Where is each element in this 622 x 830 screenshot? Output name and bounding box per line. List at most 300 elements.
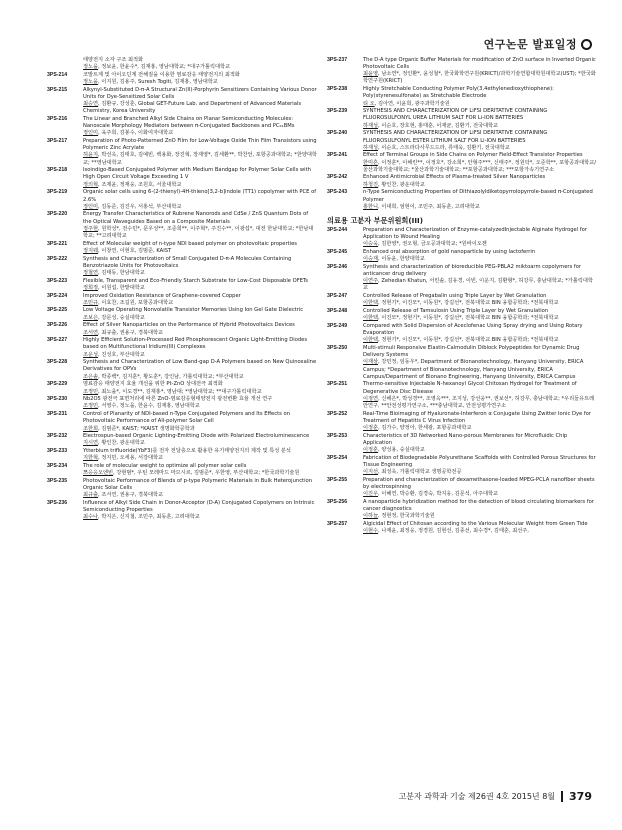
program-entry — [47, 138, 318, 167]
paper-title: Synthesis and Characterization of Small Conjugated D-π-A Molecules Containing Benzotriazole Units for Photovoltaics — [83, 255, 292, 269]
paper-title: The role of molecular weight to optimize all polymer solar cells — [83, 463, 247, 470]
paper-title: Organic solar cells using 6-(2-thienyl)-4H-thieno[3,2-b]indole (TT1) copolymer with PCE of 2.6% — [83, 189, 317, 203]
author-list — [83, 152, 318, 166]
paper-title: Preparation and Characterization of Enzyme-catalyzedInjectable Alginate Hydrogel for Application to Wound Healing — [363, 227, 587, 241]
presenter-name: 쯔응응오엔빈 — [83, 470, 114, 477]
author-list — [83, 470, 318, 477]
entry-body — [83, 189, 318, 210]
presenter-name: 하청진 — [363, 181, 379, 188]
author-list — [83, 270, 318, 277]
program-entry — [47, 359, 318, 380]
program-entry — [327, 308, 596, 322]
session-code: 3PS-226 — [47, 322, 68, 329]
paper-title: Isoindigo-Based Conjugated Polymer with Medium Bandgap for Polymer Solar Cells with High Open Circuit Voltage Exceeding 1 V — [83, 167, 311, 181]
paper-title: Ytterbium trifluoride(YbF3)를 전자 전달층으로 활용한 유기태양전지의 제작 및 특성 분석 — [83, 448, 291, 455]
authors-affiliation: , 김태동, 한남대학교 — [98, 269, 145, 276]
author-list — [83, 315, 318, 322]
program-entry — [327, 86, 596, 107]
presenter-name: 이한택 — [363, 300, 379, 307]
paper-title: Fabrication of Biodegradable Polyurethane Scaffolds with Controlled Porous Structures for Tissue Engineering — [363, 454, 596, 468]
entry-body — [83, 337, 318, 358]
session-code: 3PS-249 — [327, 323, 348, 329]
session-code: 3PS-221 — [47, 240, 68, 247]
program-entry — [327, 323, 596, 344]
session-code: 3PS-251 — [327, 381, 348, 388]
presenter-name: 지시연 — [83, 440, 99, 447]
author-list — [363, 101, 596, 108]
program-entry — [327, 293, 596, 307]
presenter-name: 홍한니 — [363, 203, 379, 210]
session-code: 3PS-233 — [47, 448, 68, 455]
presenter-name: 허윤지 — [83, 152, 99, 159]
authors-affiliation: , 황인찬, 광운대학교 — [98, 440, 145, 447]
author-list — [83, 130, 318, 137]
authors-affiliation: , 정현기*, 이진모*, 이동원*, 강길선*, 전북대학교 BIN 융합공학과; *전북대학교 — [378, 300, 559, 307]
session-code: 3PS-227 — [47, 337, 68, 344]
authors-affiliation: , 이순호, 장호현, 홍태훈, 이재균, 김환기, 전국대학교 — [378, 122, 499, 129]
session-code: 3PS-239 — [327, 108, 348, 115]
author-list — [83, 182, 318, 189]
authors-affiliation: , 조제윤, 정재웅, 조원호, 서울대학교 — [98, 181, 182, 188]
entry-body — [363, 108, 596, 129]
footer-journal: 고분자 과학과 기술 제26권 4호 2015년 8월 — [398, 792, 556, 801]
header-title: 연구논문 발표일정 — [483, 38, 577, 51]
paper-title: Control of Planarity of NDI-based n-Type Conjugated Polymers and Its Effects on Photovoltaic Performance of All-polymer Solar Cell — [83, 411, 290, 425]
entry-body — [83, 87, 318, 116]
session-code: 3PS-244 — [327, 227, 348, 233]
presenter-name: 하재성 — [363, 144, 379, 151]
session-code: 3PS-240 — [327, 130, 348, 137]
paper-title: Influence of Alkyl Side Chain in Donor-Acceptor (D-A) Conjugated Copolymers on Intrinsic Semiconducting Properties — [83, 500, 315, 514]
program-entry — [327, 264, 596, 293]
session-code: 3PS-219 — [47, 189, 68, 196]
session-code: 3PS-237 — [327, 57, 348, 63]
author-list — [363, 241, 596, 248]
authors-affiliation: , 진성호, 부산대학교 — [98, 351, 145, 358]
authors-affiliation: , 김한영*, 권오형, 금오공과대학교; *원바이오젠 — [378, 241, 487, 248]
authors-affiliation: , 이지원, 김용주, Suresh Togiti, 김재홍, 영남대학교 — [98, 79, 218, 86]
authors-affiliation: , 이원섭, 한밭대학교 — [98, 284, 145, 291]
session-code: 3PS-252 — [327, 410, 348, 417]
entry-body — [83, 293, 318, 307]
paper-title: Highly Efficient Solution-Processed Red Phosphorescent Organic Light-Emitting Diodes based on Multifunctional Iridium(III) Complexes — [83, 337, 308, 351]
entry-body — [83, 322, 318, 336]
entry-body — [83, 278, 318, 292]
entry-body — [363, 411, 596, 432]
author-list — [83, 389, 318, 396]
paper-title: Nb2O5 광전극 표면처리에 따른 ZnO-염료감응형태양전지 광전변환 효율 개선 연구 — [83, 396, 273, 403]
authors-affiliation: , 신해은*, 박성경**, 조영옥***, 조지성, 강선웅**, 권보선*, 허강무, 충남대학교; *우리들유트레안연구, **안전성평가연구소, ***충남대학교, 안전성평가연구소 — [363, 395, 595, 409]
page-number: 379 — [569, 790, 592, 803]
authors-affiliation: , 김범준*, KAIST; *KAIST 생명화학공학과 — [98, 425, 195, 432]
entry-body — [363, 345, 596, 381]
program-entry — [47, 381, 318, 395]
entry-body — [363, 152, 596, 173]
presenter-name: 최규출 — [83, 492, 99, 499]
presenter-name: 이승욱 — [363, 241, 379, 248]
session-code: 3PS-242 — [327, 174, 348, 181]
author-list — [83, 285, 318, 292]
authors-affiliation: , 김환규, 강성훈, Global GET-Future Lab. and Department of Advanced Materials Chemistry, Korea University — [83, 101, 302, 115]
session-code: 3PS-229 — [47, 381, 68, 388]
paper-title: Effect of Silver Nanoparticles on the Performance of Hybrid Photovoltaics Devices — [83, 322, 295, 329]
entry-body — [83, 478, 318, 499]
author-list — [83, 403, 318, 410]
presenter-name: 정지웨 — [83, 247, 99, 254]
authors-affiliation: , 박지은, 신지철, 조민주, 최동훈, 고려대학교 — [98, 514, 200, 521]
author-list — [83, 514, 318, 521]
authors-affiliation: , 나재윤, 최정웅, 정경원, 김현선, 김종선, 최수경*, 김태훈, 최선주, — [378, 528, 529, 535]
paper-title: Characteristics of 3D Networked Nano-porous Membranes for Microfluidic Chip Application — [363, 432, 568, 446]
authors-affiliation: , 원학성*, 전수민*, 문우성**, 조준희**, 이주혁*, 주진수**, 이광섭*, 대전 한남대학교; *한남대학교; **고려대학교 — [83, 225, 314, 239]
author-list — [363, 491, 596, 498]
authors-affiliation: , 육주희, 김봉수, 이화여자대학교 — [98, 130, 174, 137]
entry-body — [83, 116, 318, 137]
paper-title: Enhanced Antimicrobial Effects of Plasma-treated Silver Nanoparticles — [363, 174, 546, 181]
program-entry — [47, 116, 318, 137]
session-code — [47, 57, 83, 71]
entry-body — [363, 308, 596, 322]
presenter-name: 이현수 — [363, 528, 379, 535]
session-code: 3PS-217 — [47, 138, 68, 145]
program-entry — [327, 381, 596, 410]
author-list — [363, 315, 596, 322]
authors-affiliation: , Zehedian Khatun, 서린솔, 김유경, 이빈, 이운지, 김환형*, 허강무, 충남대학교; *가톨릭대학교 — [363, 278, 593, 292]
authors-affiliation: , 이동윤, 한양대학교 — [378, 256, 425, 263]
program-entry — [327, 174, 596, 188]
section-title: 의료용 고분자 부문위원회(III) — [327, 215, 423, 225]
program-entry — [327, 477, 596, 498]
session-code: 3PS-250 — [327, 345, 348, 352]
paper-title: The D-A type Organic Buffer Materials for modification of ZnO surface in Inverted Organic Photovoltaic Cells — [363, 57, 596, 71]
program-entry — [47, 189, 318, 210]
presenter-name: 이정연 — [363, 395, 379, 402]
program-entry — [47, 307, 318, 321]
presenter-name: 조정민 — [83, 403, 99, 410]
presenter-name: 최수나 — [83, 514, 99, 521]
paper-title: Synthesis and characterization of bioreducible PEG-PBLA2 miktoarm copolymers for anticancer drug delivery — [363, 263, 582, 278]
program-entry — [327, 521, 596, 535]
entry-body — [83, 448, 318, 462]
authors-affiliation: , 박종백*, 김지훈*, 황도훈*, 강인남, 가톨릭대학교; *부산대학교 — [98, 373, 244, 380]
program-entry — [47, 500, 318, 521]
presenter-name: 정의혁 — [83, 181, 99, 188]
entry-body — [83, 241, 318, 255]
session-code: 3PS-230 — [47, 396, 68, 403]
author-list — [363, 513, 596, 520]
entry-body — [363, 477, 596, 498]
authors-affiliation: , 양성용, 숭실대학교 — [378, 447, 425, 454]
entry-body — [83, 396, 318, 410]
paper-title: Flexible, Transparent and Eco-Friendly Starch Substrate for Low-Cost Disposable OFETs — [83, 277, 308, 284]
authors-affiliation: , 이정훈*, 이해린**, 이정호*, 강소희*, 안형주***, 신태주*, 정원닥*, 오준학**, 포항공과대학교/울산과학기술대학교; *울산과학기술대학교; **포항공과대학교; ***포항가속기연구소 — [363, 159, 596, 173]
authors-affiliation: , 조서연, 권용구, 경북대학교 — [98, 492, 164, 499]
authors-affiliation: , 정현기*, 이진모*, 이동원*, 강길선*, 전북대학교 BIN 융합공학과; *전북대학교 — [378, 337, 559, 344]
entry-body — [363, 249, 596, 263]
entry-body — [83, 72, 318, 86]
authors-affiliation: , 이순호, 스트라다사무드드라, 류태욱, 김환기, 전국대학교 — [378, 144, 510, 151]
page-header — [484, 36, 592, 52]
session-code: 3PS-235 — [47, 477, 68, 484]
author-list — [363, 469, 596, 476]
session-code: 3PS-236 — [47, 500, 68, 507]
author-list — [363, 278, 596, 292]
authors-affiliation: , 이대희, 엄현이, 조민주, 최동훈, 고려대학교 — [378, 203, 480, 210]
presenter-name: 최승연 — [83, 101, 99, 108]
author-list — [83, 204, 318, 211]
presenter-name: 이한택 — [363, 337, 379, 344]
author-list — [83, 330, 318, 337]
session-code: 3PS-228 — [47, 359, 68, 366]
paper-title: A nanoparticle hybridization method for the detection of blood circulating biomarkers for cancer diagnostics — [363, 498, 594, 513]
entry-body — [363, 86, 596, 107]
entry-body — [83, 411, 318, 432]
entry-body — [363, 57, 596, 86]
entry-body — [83, 57, 318, 71]
program-entry — [47, 293, 318, 307]
presenter-name: 한미흔 — [363, 159, 379, 166]
paper-title: Highly Stretchable Conducting Polymer Poly(3,4ethylenedioxythiophene): Poly(styrenesulfonate) as Stretchable Electrode — [363, 86, 554, 100]
session-code: 3PS-225 — [47, 307, 68, 314]
authors-affiliation: , 강현범*, 우틴 모레마드 마므시르, 김범준*, 우한영, 부산대학교; *한국과학기술원 — [113, 470, 300, 477]
authors-affiliation: , 서영수, 정노을, 한윤수, 김재홍, 영남대학교 — [98, 403, 200, 410]
paper-title: Low Voltage Operating Nonvolatile Transistor Memories Using Ion Gel Gate Dielectric — [83, 307, 304, 314]
program-entry — [327, 345, 596, 381]
left-column — [47, 57, 318, 522]
authors-affiliation: , 최규출, 권용구, 경북대학교 — [98, 329, 164, 336]
presenter-name: 조보은 — [83, 314, 99, 321]
entry-body — [363, 130, 596, 151]
session-code: 3PS-220 — [47, 211, 68, 218]
program-entry — [327, 433, 596, 454]
program-entry — [47, 256, 318, 277]
program-entry — [47, 337, 318, 358]
session-code: 3PS-222 — [47, 255, 68, 262]
presenter-name: 이연주 — [363, 278, 379, 285]
paper-title: Improved Oxidation Resistance of Graphene-covered Copper — [83, 292, 241, 299]
authors-affiliation: , 정보윤, 한윤수*, 김재홍, 영남대학교; *대구가톨릭대학교 — [98, 64, 231, 71]
entry-body — [363, 264, 596, 293]
program-entry — [47, 57, 318, 71]
paper-title: Enhanced oral absorption of gold nanoparticle by using lactoferrin — [363, 249, 536, 256]
program-entry — [327, 411, 596, 432]
program-entry — [327, 57, 596, 86]
author-list — [83, 226, 318, 240]
authors-affiliation: , 황인찬, 광운대학교 — [378, 181, 425, 188]
session-code: 3PS-256 — [327, 498, 348, 505]
session-code: 3PS-214 — [47, 71, 68, 78]
author-list — [83, 300, 318, 307]
paper-title: Effect of Terminal Groups in Side Chains on Polymer Field-Effect Transistor Properties — [363, 152, 583, 159]
author-list — [363, 447, 596, 454]
paper-title: Algicidal Effect of Chitosan according to the Various Molecular Weight from Green Tide — [363, 520, 588, 527]
session-code: 3PS-243 — [327, 189, 348, 196]
session-code: 3PS-232 — [47, 433, 68, 440]
session-code: 3PS-245 — [327, 249, 348, 256]
presenter-name: 이재상 — [363, 359, 379, 366]
author-list — [363, 182, 596, 189]
authors-affiliation: , 이혜연, 박승환, 김경숙, 박지웅, 김문석, 아주대학교 — [378, 491, 499, 498]
author-list — [363, 256, 596, 263]
author-list — [83, 374, 318, 381]
paper-title: Controlled Release of Pregabalin using Triple Layer by Wet Granulation — [363, 293, 547, 300]
author-list — [363, 528, 596, 535]
authors-affiliation: , 박선옥, 김태호, 김예빈, 백용화, 장진혁, 장재영*, 김세환**, 박찬언, 포항공과대학교; *한양대학교; **영남대학교 — [83, 152, 317, 166]
author-list — [83, 79, 318, 86]
entry-body — [363, 381, 596, 410]
paper-title: 염료감응 태양전지 효율 개선을 위한 Pt-ZnO 상대전극 최적화 — [83, 381, 223, 388]
session-code: 3PS-246 — [327, 263, 348, 270]
authors-affiliation: , 최성욱, 가톨릭대학교 생명공학전공 — [378, 469, 462, 476]
program-entry — [47, 241, 318, 255]
entry-body — [363, 455, 596, 476]
presenter-name: 조민규 — [83, 299, 99, 306]
author-list — [83, 101, 318, 115]
program-entry — [47, 411, 318, 432]
presenter-name: 정인미 — [83, 203, 99, 210]
session-code: 3PS-223 — [47, 277, 68, 284]
entry-body — [83, 381, 318, 395]
session-code: 3PS-224 — [47, 292, 68, 299]
presenter-name: 이정훈 — [363, 424, 379, 431]
program-entry — [47, 211, 318, 240]
paper-title: The Linear and Branched Alkyl Side Chains on Planar Semiconducting Molecules: Nanoscale Morphology Mediators between π-Conjugated Backbones and PC₆₁BMs — [83, 116, 295, 130]
presenter-name: 이지선 — [363, 469, 379, 476]
program-entry — [327, 249, 596, 263]
presenter-name: 조은솔 — [83, 373, 99, 380]
entry-body — [83, 167, 318, 188]
entry-body — [83, 500, 318, 521]
session-code: 3PS-218 — [47, 167, 68, 174]
presenter-name: 이한택 — [363, 315, 379, 322]
authors-affiliation: , 강문성, 숭실대학교 — [98, 314, 145, 321]
authors-affiliation: , 김가수, 양정아, 한세광, 포항공과대학교 — [378, 424, 472, 431]
presenter-name: 이승재 — [363, 256, 379, 263]
program-entry — [47, 72, 318, 86]
author-list — [83, 492, 318, 499]
entry-body — [83, 359, 318, 380]
author-list — [83, 248, 318, 255]
program-entry — [327, 108, 596, 129]
divider — [561, 791, 563, 802]
paper-title: 코발트계 및 아이오딘계 전해질을 이용한 염료감응 태양전지의 최적화 — [83, 71, 240, 78]
authors-affiliation: , 김아연, 이윤희, 광주과학기술원 — [374, 100, 450, 107]
entry-body — [363, 189, 596, 210]
paper-title: Preparation of Photo-Patterned ZnO Film for Low-Voltage Oxide Thin Film Transistors using Polymeric Zinc Acrylate — [83, 138, 317, 152]
paper-title: Electrospun-based Organic Lighting-Emitting Diode with Polarized Electroluminescence — [83, 433, 310, 440]
paper-title: Multi-stimuli Responsive Elastin-Calmodulin Diblock Polypeptides for Dynamic Drug Delivery Systems — [363, 345, 580, 359]
authors-affiliation: , 이진모*, 정현기*, 이동원*, 강길선*, 전북대학교 BIN 융합공학과; *전북대학교 — [378, 315, 559, 322]
authors-affiliation: , 이창연, 이현호, 김범준, KAIST — [98, 247, 172, 254]
entry-body — [83, 211, 318, 240]
author-list — [363, 160, 596, 174]
session-code: 3PS-238 — [327, 86, 348, 93]
paper-title: Preparation and characterization of dexamethasone-loaded MPEG-PCLA nanofiber sheets by electrospinning — [363, 476, 595, 490]
presenter-name: 정노을 — [83, 64, 99, 71]
session-code: 3PS-247 — [327, 293, 348, 300]
session-code: 3PS-231 — [47, 411, 68, 418]
entry-body — [83, 463, 318, 477]
paper-title: Real-Time Bioimaging of Hyaluronate-Interferon α Conjugate Using Zwitter Ionic Dye for Treatment of Hepatitis C Virus Infection — [363, 410, 591, 424]
presenter-name: 정노을 — [83, 79, 99, 86]
author-list — [83, 455, 318, 462]
presenter-name: 티 오 — [363, 100, 375, 107]
paper-title: Photovoltaic Performance of Blends of p-type Polymeric Materials in Bulk Heterojunction Organic Solar Cells — [83, 477, 312, 492]
author-list — [83, 426, 318, 433]
author-list — [363, 123, 596, 130]
paper-title: Synthesis and Characterization of Low Band-gap D-A Polymers based on New Quinoxaline Derivatives for OPVs — [83, 359, 317, 373]
entry-body — [83, 307, 318, 321]
author-list — [83, 352, 318, 359]
session-code: 3PS-248 — [327, 308, 348, 315]
program-entry — [47, 448, 318, 462]
entry-body — [363, 521, 596, 535]
paper-title: Thermo-sensitive Injectable N-hexanoyl Glycol Chitosan Hydrogel for Treatment of Degenerative Disc Disease — [363, 381, 577, 395]
program-entry — [327, 455, 596, 476]
paper-title: 태양전지 소자 구조 최적화 — [83, 57, 144, 63]
program-entry — [47, 396, 318, 410]
author-list — [363, 145, 596, 152]
entry-body — [363, 293, 596, 307]
program-entry — [327, 130, 596, 151]
paper-title: Compared with Solid Dispersion of Aceclofenac Using Spray drying and Using Rotary Evaporation — [363, 323, 583, 337]
session-code: 3PS-255 — [327, 476, 348, 483]
presenter-name: 정인미 — [83, 130, 99, 137]
authors-affiliation: , 정현정, 한국과학기술원 — [378, 513, 435, 520]
authors-affiliation: , 강민정, 임동우*, Department of Bionanotechnology, Hanyang University, ERICA Campus; *Department of Bionanotechnology, Hanyang University, ERICA Campus/Department of Bionano Engineering, Hanyang University, ERICA Campus — [363, 359, 584, 380]
author-list — [363, 337, 596, 344]
entry-body — [363, 227, 596, 248]
program-entry — [47, 433, 318, 447]
author-list — [363, 300, 596, 307]
paper-title: Energy Transfer Characteristics of Rubrene Nanorods and CdSe / ZnS Quantum Dots of the Optical Waveguides Based on a Composite Materials — [83, 211, 309, 225]
author-list — [83, 440, 318, 447]
presenter-name: 이정훈 — [363, 447, 379, 454]
presenter-name: 조서연 — [83, 329, 99, 336]
program-entry — [47, 87, 318, 116]
entry-body — [83, 138, 318, 167]
authors-affiliation: , 정지민, 오세용, 서강대학교 — [98, 455, 164, 462]
presenter-name: 조정민 — [83, 388, 99, 395]
presenter-name: 하재성 — [363, 122, 379, 129]
paper-title: Alkynyl-Substituted D-π-A Structural Zn(II)-Porphyrin Sensitizers Containing Various Donor Units for Dye-Sensitized Solar Cells — [83, 86, 317, 100]
author-list — [363, 71, 596, 85]
author-list — [363, 359, 596, 380]
presenter-name: 정희정 — [83, 284, 99, 291]
presenter-name: 조운성 — [83, 351, 99, 358]
session-code: 3PS-241 — [327, 152, 348, 159]
presenter-name: 이하늘 — [363, 513, 379, 520]
session-code: 3PS-216 — [47, 116, 68, 123]
program-entry — [47, 167, 318, 188]
entry-body — [363, 433, 596, 454]
presenter-name: 정주현 — [83, 225, 99, 232]
page-footer — [399, 790, 592, 803]
authors-affiliation: , 이효찬, 조길원, 포항공과대학교 — [98, 299, 174, 306]
program-entry — [327, 152, 596, 173]
program-entry — [47, 463, 318, 477]
paper-title: SYNTHESIS AND CHARACTERIZATION OF LiFSI DERITATIVE CONTAINING FLUOROSULFONYL ESTER LITHIUM SALT FOR Li-ION BATTERIES — [363, 130, 548, 144]
presenter-name: 조한희 — [83, 425, 99, 432]
entry-body — [83, 256, 318, 277]
author-list — [363, 425, 596, 432]
author-list — [83, 64, 318, 71]
presenter-name: 지한혁 — [83, 455, 99, 462]
program-entry — [327, 499, 596, 520]
entry-body — [363, 323, 596, 344]
paper-title: Effect of Molecular weight of n-type NDI based polymer on photovoltaic properties — [83, 240, 297, 247]
program-entry — [327, 189, 596, 210]
